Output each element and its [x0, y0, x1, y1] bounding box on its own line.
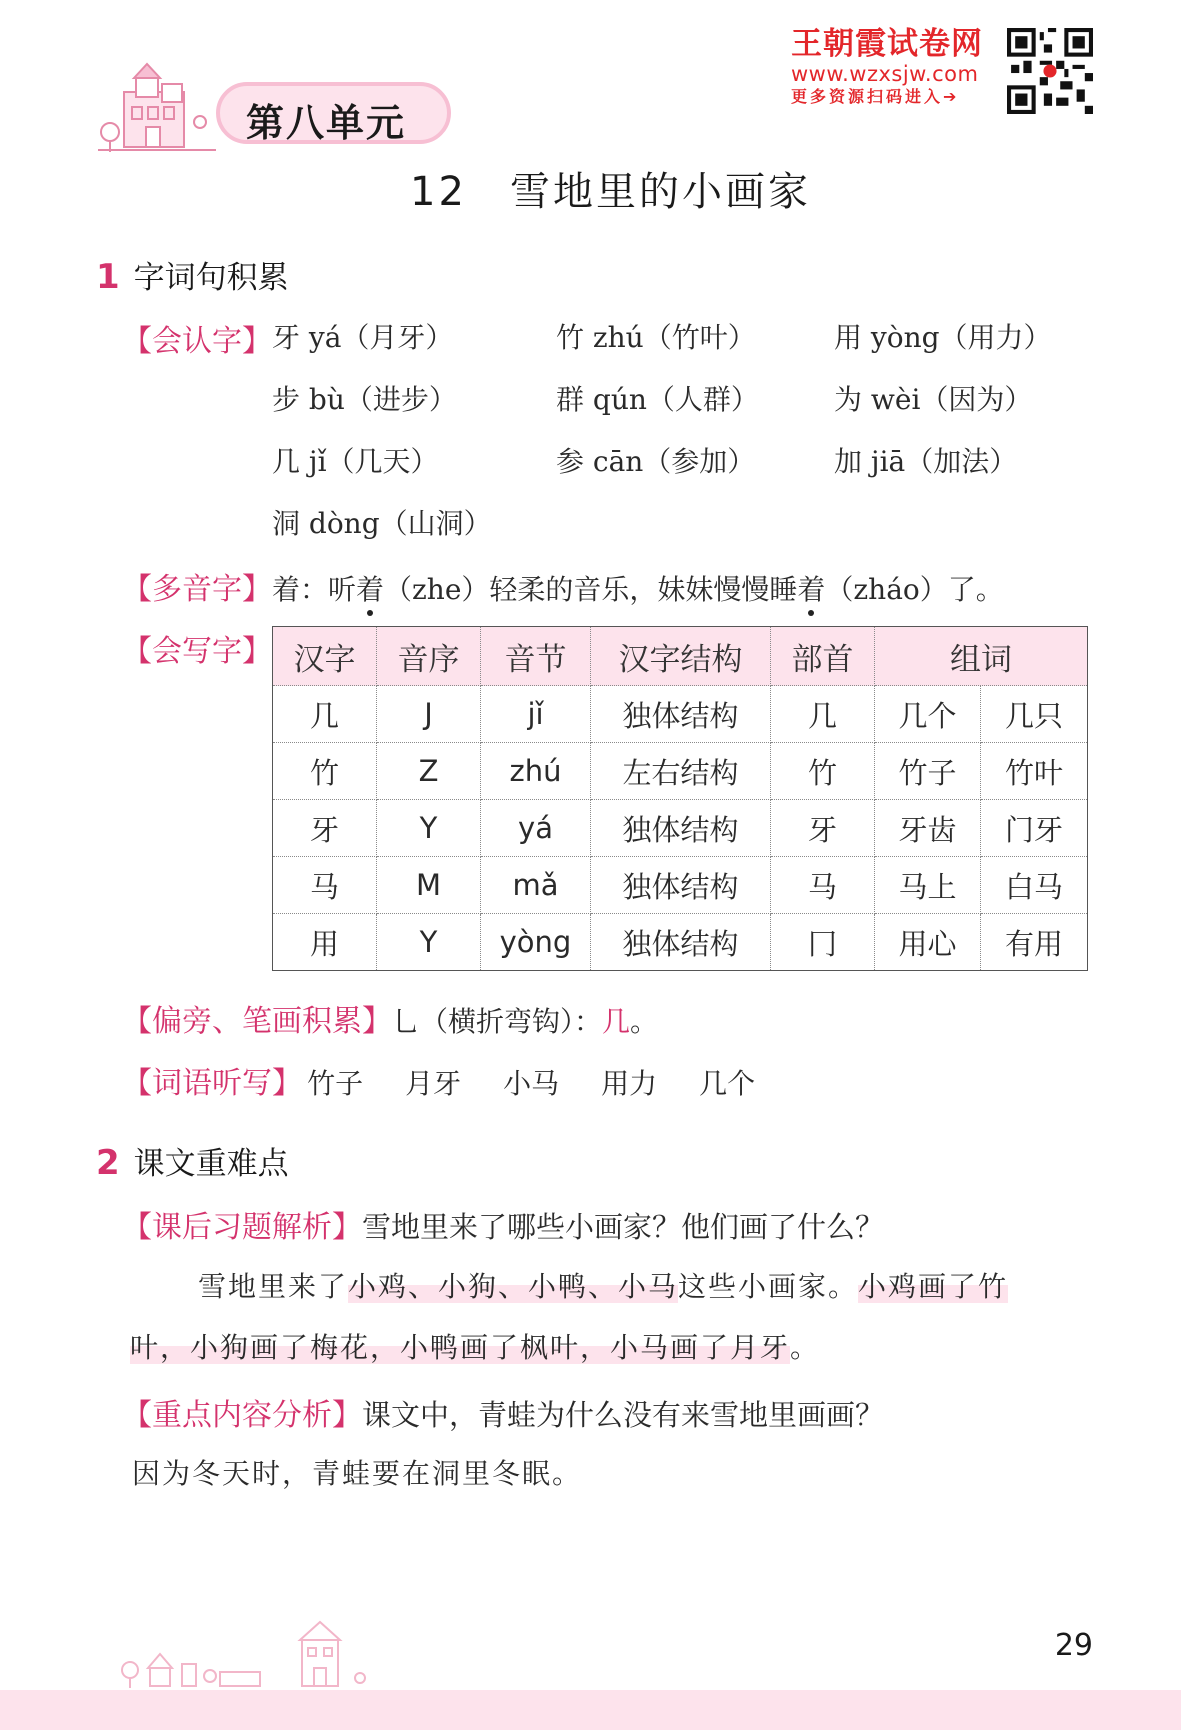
table-cell: 牙齿 — [875, 800, 981, 857]
recognize-item: 加 jiā（加法） — [834, 445, 1018, 478]
table-header: 部首 — [771, 627, 875, 686]
polyphone-mid: （zhe）轻柔的音乐，妹妹慢慢睡 — [384, 573, 798, 606]
answer-highlight: 小鸡画了竹 — [858, 1270, 1009, 1303]
village-decoration-icon — [110, 1620, 370, 1690]
table-header: 组词 — [875, 627, 1088, 686]
table-cell: mǎ — [481, 857, 591, 914]
polyphone-line — [122, 564, 1004, 608]
polyphone-prefix: 着：听 — [272, 573, 357, 606]
footer-band — [0, 1690, 1181, 1730]
answer-highlight: 小鸡、小狗、小鸭、小马 — [348, 1270, 679, 1303]
recognize-item: 参 cān（参加） — [556, 445, 756, 478]
brand-url[interactable]: www.wzxsjw.com — [791, 62, 979, 86]
polyphone-tag: 【多音字】 — [122, 572, 272, 607]
dictation-word: 小马 — [503, 1067, 560, 1100]
page-number: 29 — [1054, 1628, 1093, 1663]
section-2-title: 课文重难点 — [133, 1146, 289, 1182]
key-tag: 【重点内容分析】 — [122, 1398, 362, 1433]
write-tag: 【会写字】 — [122, 634, 272, 669]
table-cell: 冂 — [771, 914, 875, 971]
section-1-title: 字词句积累 — [133, 260, 289, 296]
table-row — [273, 857, 1088, 914]
table-cell: Y — [377, 914, 481, 971]
recognize-item: 用 yòng（用力） — [834, 321, 1052, 354]
key-question-line — [122, 1390, 884, 1434]
dictation-word: 几个 — [699, 1067, 756, 1100]
table-cell: 牙 — [771, 800, 875, 857]
table-header: 音序 — [377, 627, 481, 686]
table-cell: 竹 — [771, 743, 875, 800]
exercise-answer-line-1 — [198, 1265, 1008, 1305]
radical-line — [122, 996, 658, 1040]
table-cell: 独体结构 — [591, 800, 771, 857]
exercise-tag: 【课后习题解析】 — [122, 1210, 362, 1245]
recognize-item: 步 bù（进步） — [272, 383, 457, 416]
table-cell: 几 — [771, 686, 875, 743]
table-cell: jǐ — [481, 686, 591, 743]
dictation-line — [122, 1058, 755, 1102]
recognize-item: 群 qún（人群） — [556, 383, 759, 416]
table-cell: M — [377, 857, 481, 914]
table-cell: 竹 — [273, 743, 377, 800]
table-row — [273, 686, 1088, 743]
table-cell: 马上 — [875, 857, 981, 914]
recognize-item: 为 wèi（因为） — [834, 383, 1033, 416]
dictation-word: 竹子 — [307, 1067, 364, 1100]
unit-banner — [96, 62, 461, 152]
recognize-item: 牙 yá（月牙） — [272, 321, 454, 354]
radical-end: 。 — [630, 1005, 659, 1038]
radical-example: 几 — [602, 1005, 631, 1038]
section-1-number: 1 — [96, 257, 120, 297]
qr-code-icon[interactable] — [1007, 28, 1093, 114]
table-header: 汉字结构 — [591, 627, 771, 686]
table-cell: 有用 — [981, 914, 1088, 971]
radical-tag: 【偏旁、笔画积累】 — [122, 1004, 392, 1039]
answer-text: 。 — [790, 1331, 821, 1364]
section-2-heading — [96, 1138, 289, 1183]
recognize-tag: 【会认字】 — [122, 324, 272, 359]
exercise-question-line — [122, 1202, 884, 1246]
answer-highlight: 叶，小狗画了梅花，小鸭画了枫叶，小马画了月牙 — [130, 1331, 791, 1364]
polyphone-suffix: （zháo）了。 — [825, 573, 1004, 606]
answer-text: 雪地里来了 — [198, 1270, 349, 1303]
table-header: 音节 — [481, 627, 591, 686]
castle-icon — [96, 62, 226, 157]
answer-text: 这些小画家。 — [678, 1270, 859, 1303]
table-cell: 左右结构 — [591, 743, 771, 800]
table-row — [273, 743, 1088, 800]
table-row — [273, 800, 1088, 857]
table-cell: 马 — [273, 857, 377, 914]
table-cell: yòng — [481, 914, 591, 971]
table-header-row — [273, 627, 1088, 686]
lesson-title: 12 雪地里的小画家 — [410, 169, 811, 215]
character-table — [272, 626, 1088, 971]
table-cell: 独体结构 — [591, 686, 771, 743]
table-cell: 牙 — [273, 800, 377, 857]
table-cell: yá — [481, 800, 591, 857]
table-cell: 马 — [771, 857, 875, 914]
table-header: 汉字 — [273, 627, 377, 686]
brand-slogan: 更多资源扫码进入➔ — [791, 87, 960, 106]
table-row — [273, 914, 1088, 971]
brand-block — [791, 26, 1001, 108]
brand-name: 王朝霞试卷网 — [791, 26, 983, 62]
polyphone-char-2: 着 — [797, 573, 826, 606]
table-cell: 竹叶 — [981, 743, 1088, 800]
key-question: 课文中，青蛙为什么没有来雪地里画画？ — [362, 1398, 885, 1432]
table-cell: 用心 — [875, 914, 981, 971]
table-cell: 独体结构 — [591, 914, 771, 971]
radical-text: 乚（横折弯钩）： — [392, 1005, 603, 1038]
section-2-number: 2 — [96, 1143, 120, 1183]
table-cell: 竹子 — [875, 743, 981, 800]
table-cell: 用 — [273, 914, 377, 971]
dictation-word: 月牙 — [405, 1067, 462, 1100]
dictation-tag: 【词语听写】 — [122, 1066, 302, 1101]
recognize-item: 洞 dòng（山洞） — [272, 507, 492, 540]
table-cell: J — [377, 686, 481, 743]
table-cell: 几只 — [981, 686, 1088, 743]
table-cell: 几个 — [875, 686, 981, 743]
table-cell: zhú — [481, 743, 591, 800]
table-cell: 白马 — [981, 857, 1088, 914]
table-cell: Z — [377, 743, 481, 800]
table-cell: 独体结构 — [591, 857, 771, 914]
table-cell: Y — [377, 800, 481, 857]
key-answer: 因为冬天时，青蛙要在洞里冬眠。 — [132, 1457, 583, 1490]
section-1-heading — [96, 252, 289, 297]
exercise-answer-line-2 — [130, 1326, 820, 1366]
recognize-item: 几 jǐ（几天） — [272, 445, 439, 478]
unit-title: 第八单元 — [246, 101, 407, 145]
polyphone-char-1: 着 — [356, 573, 385, 606]
dictation-word: 用力 — [601, 1067, 658, 1100]
exercise-question: 雪地里来了哪些小画家？他们画了什么？ — [362, 1210, 885, 1244]
table-cell: 门牙 — [981, 800, 1088, 857]
recognize-item: 竹 zhú（竹叶） — [556, 321, 756, 354]
table-cell: 几 — [273, 686, 377, 743]
